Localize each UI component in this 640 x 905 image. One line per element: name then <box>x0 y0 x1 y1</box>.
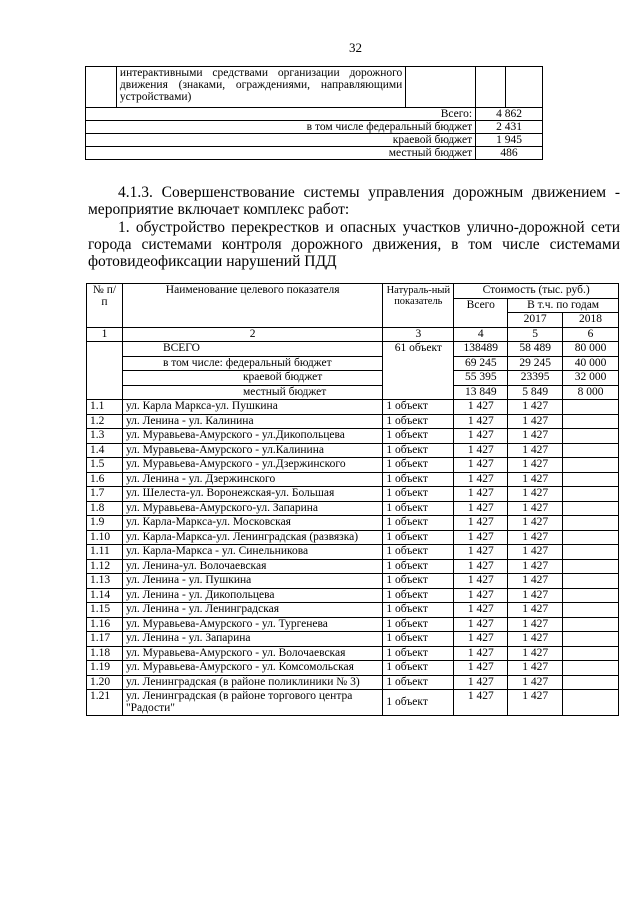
table-row <box>87 545 619 560</box>
table-row <box>87 487 619 502</box>
cost-total: 1 427 <box>454 458 508 473</box>
natural-value: 1 объект <box>383 675 454 690</box>
summary-2017: 23395 <box>508 371 563 386</box>
row-number: 1.4 <box>87 443 123 458</box>
cost-2017: 1 427 <box>508 617 563 632</box>
row-number: 1.19 <box>87 661 123 676</box>
total-row <box>86 147 543 160</box>
cost-total: 1 427 <box>454 632 508 647</box>
empty-cell <box>87 342 123 400</box>
table-row <box>87 414 619 429</box>
row-number: 1.5 <box>87 458 123 473</box>
header-no: № п/п <box>87 284 123 328</box>
natural-value: 1 объект <box>383 429 454 444</box>
empty-cell <box>406 67 476 108</box>
cost-2017: 1 427 <box>508 429 563 444</box>
cost-2017: 1 427 <box>508 545 563 560</box>
row-number: 1.3 <box>87 429 123 444</box>
object-name: ул. Карла-Маркса - ул. Синельникова <box>122 545 382 560</box>
cost-2018 <box>563 472 619 487</box>
summary-row <box>87 342 619 357</box>
table-row <box>87 690 619 716</box>
cost-2018 <box>563 588 619 603</box>
paragraph-works: 1. обустройство перекрестков и опасных участков улично-дорожной сети города системами контроля дорожного движения, в том числе системами фотовидеофиксации нарушений ПДД <box>88 219 620 270</box>
header-row <box>87 284 619 299</box>
main-table <box>86 283 619 716</box>
cost-total: 1 427 <box>454 574 508 589</box>
header-natural: Натураль-ный показатель <box>383 284 454 328</box>
object-name: ул. Ленина - ул. Запарина <box>122 632 382 647</box>
natural-value: 1 объект <box>383 559 454 574</box>
cost-2017: 1 427 <box>508 646 563 661</box>
object-rows <box>87 400 619 716</box>
object-name: ул. Муравьева-Амурского - ул. Комсомольская <box>122 661 382 676</box>
summary-label: краевой бюджет <box>122 371 382 386</box>
summary-label: ВСЕГО <box>122 342 382 357</box>
summary-label: местный бюджет <box>122 385 382 400</box>
cost-2017: 1 427 <box>508 400 563 415</box>
continuation-text: интерактивными средствами организации дорожного движения (знаками, ограждениями, направляющими устройствами) <box>116 67 405 108</box>
cost-2018 <box>563 661 619 676</box>
natural-value: 1 объект <box>383 661 454 676</box>
cost-total: 1 427 <box>454 661 508 676</box>
summary-total: 13 849 <box>454 385 508 400</box>
total-label: в том числе федеральный бюджет <box>86 121 476 134</box>
empty-cell <box>506 67 543 108</box>
row-number: 1.18 <box>87 646 123 661</box>
summary-total: 138489 <box>454 342 508 357</box>
cost-2017: 1 427 <box>508 559 563 574</box>
cost-2017: 1 427 <box>508 690 563 716</box>
summary-2017: 58 489 <box>508 342 563 357</box>
table-row <box>87 501 619 516</box>
natural-value: 1 объект <box>383 545 454 560</box>
table-row <box>87 472 619 487</box>
row-number: 1.6 <box>87 472 123 487</box>
row-number: 1.12 <box>87 559 123 574</box>
cost-2018 <box>563 545 619 560</box>
cost-2017: 1 427 <box>508 632 563 647</box>
cost-2018 <box>563 603 619 618</box>
table-row <box>87 661 619 676</box>
row-number: 1.1 <box>87 400 123 415</box>
object-name: ул. Муравьева-Амурского-ул. Запарина <box>122 501 382 516</box>
cost-total: 1 427 <box>454 690 508 716</box>
cost-total: 1 427 <box>454 400 508 415</box>
object-name: ул. Ленина-ул. Волочаевская <box>122 559 382 574</box>
cost-total: 1 427 <box>454 472 508 487</box>
cost-2017: 1 427 <box>508 675 563 690</box>
empty-cell <box>86 67 117 108</box>
cost-total: 1 427 <box>454 501 508 516</box>
natural-value: 1 объект <box>383 443 454 458</box>
header-name: Наименование целевого показателя <box>122 284 382 328</box>
cost-2018 <box>563 501 619 516</box>
cost-2018 <box>563 617 619 632</box>
row-number: 1.20 <box>87 675 123 690</box>
empty-cell <box>476 67 506 108</box>
cost-2018 <box>563 690 619 716</box>
cost-2017: 1 427 <box>508 588 563 603</box>
row-number: 1.14 <box>87 588 123 603</box>
natural-value: 1 объект <box>383 516 454 531</box>
summary-2018: 32 000 <box>563 371 619 386</box>
cost-total: 1 427 <box>454 603 508 618</box>
table-row <box>87 603 619 618</box>
col-number: 4 <box>454 327 508 342</box>
cost-2017: 1 427 <box>508 530 563 545</box>
cost-2018 <box>563 458 619 473</box>
object-name: ул. Карла-Маркса-ул. Ленинградская (развязка) <box>122 530 382 545</box>
row-number: 1.16 <box>87 617 123 632</box>
natural-value: 1 объект <box>383 574 454 589</box>
cost-2017: 1 427 <box>508 603 563 618</box>
table-row <box>87 588 619 603</box>
cost-2018 <box>563 400 619 415</box>
object-name: ул. Ленина - ул. Ленинградская <box>122 603 382 618</box>
cost-2018 <box>563 675 619 690</box>
natural-value: 1 объект <box>383 400 454 415</box>
total-row <box>86 108 543 121</box>
summary-natural: 61 объект <box>383 342 454 400</box>
summary-2018: 80 000 <box>563 342 619 357</box>
total-value: 486 <box>476 147 543 160</box>
budget-totals-table <box>85 66 543 160</box>
cost-2017: 1 427 <box>508 472 563 487</box>
col-number: 5 <box>508 327 563 342</box>
row-number: 1.9 <box>87 516 123 531</box>
cost-2017: 1 427 <box>508 487 563 502</box>
cost-total: 1 427 <box>454 530 508 545</box>
table-row <box>87 400 619 415</box>
row-number: 1.8 <box>87 501 123 516</box>
total-value: 1 945 <box>476 134 543 147</box>
natural-value: 1 объект <box>383 617 454 632</box>
cost-2017: 1 427 <box>508 458 563 473</box>
natural-value: 1 объект <box>383 588 454 603</box>
cost-total: 1 427 <box>454 545 508 560</box>
total-label: краевой бюджет <box>86 134 476 147</box>
table-row <box>87 443 619 458</box>
natural-value: 1 объект <box>383 458 454 473</box>
summary-total: 69 245 <box>454 356 508 371</box>
cost-total: 1 427 <box>454 617 508 632</box>
summary-row <box>87 385 619 400</box>
total-label: местный бюджет <box>86 147 476 160</box>
natural-value: 1 объект <box>383 487 454 502</box>
cost-2018 <box>563 414 619 429</box>
row-number: 1.17 <box>87 632 123 647</box>
row-number: 1.21 <box>87 690 123 716</box>
row-number: 1.10 <box>87 530 123 545</box>
page-number: 32 <box>349 40 362 55</box>
object-name: ул. Ленина - ул. Дикопольцева <box>122 588 382 603</box>
summary-2017: 5 849 <box>508 385 563 400</box>
row-number: 1.11 <box>87 545 123 560</box>
table-row <box>87 646 619 661</box>
column-number-row <box>87 327 619 342</box>
col-number: 6 <box>563 327 619 342</box>
total-value: 4 862 <box>476 108 543 121</box>
cost-total: 1 427 <box>454 487 508 502</box>
summary-2018: 40 000 <box>563 356 619 371</box>
table-row <box>87 559 619 574</box>
cost-2018 <box>563 516 619 531</box>
object-name: ул. Шелеста-ул. Воронежская-ул. Большая <box>122 487 382 502</box>
cost-total: 1 427 <box>454 646 508 661</box>
cost-total: 1 427 <box>454 675 508 690</box>
cost-2018 <box>563 559 619 574</box>
natural-value: 1 объект <box>383 646 454 661</box>
header-cost: Стоимость (тыс. руб.) <box>454 284 619 299</box>
summary-row <box>87 371 619 386</box>
natural-value: 1 объект <box>383 472 454 487</box>
natural-value: 1 объект <box>383 690 454 716</box>
header-2017: 2017 <box>508 313 563 328</box>
row-number: 1.13 <box>87 574 123 589</box>
table-row <box>87 516 619 531</box>
cost-total: 1 427 <box>454 516 508 531</box>
natural-value: 1 объект <box>383 603 454 618</box>
table-row <box>87 617 619 632</box>
table-row <box>87 574 619 589</box>
header-2018: 2018 <box>563 313 619 328</box>
continuation-row <box>86 67 543 108</box>
cost-2018 <box>563 646 619 661</box>
object-name: ул. Ленина - ул. Пушкина <box>122 574 382 589</box>
object-name: ул. Муравьева-Амурского - ул.Калинина <box>122 443 382 458</box>
col-number: 3 <box>383 327 454 342</box>
cost-2017: 1 427 <box>508 574 563 589</box>
summary-2018: 8 000 <box>563 385 619 400</box>
object-name: ул. Ленина - ул. Калинина <box>122 414 382 429</box>
total-row <box>86 134 543 147</box>
table-row <box>87 675 619 690</box>
row-number: 1.2 <box>87 414 123 429</box>
cost-2017: 1 427 <box>508 501 563 516</box>
cost-2018 <box>563 530 619 545</box>
object-name: ул. Муравьева-Амурского - ул.Дзержинского <box>122 458 382 473</box>
total-row <box>86 121 543 134</box>
col-number: 1 <box>87 327 123 342</box>
object-name: ул. Ленинградская (в районе торгового центра "Радости" <box>122 690 382 716</box>
summary-row <box>87 356 619 371</box>
total-label: Всего: <box>86 108 476 121</box>
object-name: ул. Муравьева-Амурского - ул. Тургенева <box>122 617 382 632</box>
row-number: 1.15 <box>87 603 123 618</box>
cost-total: 1 427 <box>454 414 508 429</box>
cost-total: 1 427 <box>454 429 508 444</box>
cost-2017: 1 427 <box>508 443 563 458</box>
summary-2017: 29 245 <box>508 356 563 371</box>
natural-value: 1 объект <box>383 414 454 429</box>
paragraph-4-1-3: 4.1.3. Совершенствование системы управления дорожным движением - мероприятие включает комплекс работ: <box>88 184 620 218</box>
summary-label: в том числе: федеральный бюджет <box>122 356 382 371</box>
cost-2017: 1 427 <box>508 414 563 429</box>
cost-total: 1 427 <box>454 559 508 574</box>
cost-total: 1 427 <box>454 443 508 458</box>
object-name: ул. Ленинградская (в районе поликлиники № 3) <box>122 675 382 690</box>
natural-value: 1 объект <box>383 632 454 647</box>
summary-total: 55 395 <box>454 371 508 386</box>
table-row <box>87 429 619 444</box>
header-by-years: В т.ч. по годам <box>508 298 619 313</box>
object-name: ул. Ленина - ул. Дзержинского <box>122 472 382 487</box>
table-row <box>87 458 619 473</box>
cost-2018 <box>563 632 619 647</box>
cost-2018 <box>563 574 619 589</box>
natural-value: 1 объект <box>383 501 454 516</box>
total-value: 2 431 <box>476 121 543 134</box>
object-name: ул. Муравьева-Амурского - ул. Волочаевская <box>122 646 382 661</box>
natural-value: 1 объект <box>383 530 454 545</box>
object-name: ул. Карла Маркса-ул. Пушкина <box>122 400 382 415</box>
cost-2018 <box>563 443 619 458</box>
object-name: ул. Карла-Маркса-ул. Московская <box>122 516 382 531</box>
cost-2018 <box>563 487 619 502</box>
row-number: 1.7 <box>87 487 123 502</box>
object-name: ул. Муравьева-Амурского - ул.Дикопольцева <box>122 429 382 444</box>
table-row <box>87 632 619 647</box>
cost-2017: 1 427 <box>508 516 563 531</box>
col-number: 2 <box>122 327 382 342</box>
header-total: Всего <box>454 298 508 327</box>
cost-2018 <box>563 429 619 444</box>
cost-total: 1 427 <box>454 588 508 603</box>
table-row <box>87 530 619 545</box>
cost-2017: 1 427 <box>508 661 563 676</box>
